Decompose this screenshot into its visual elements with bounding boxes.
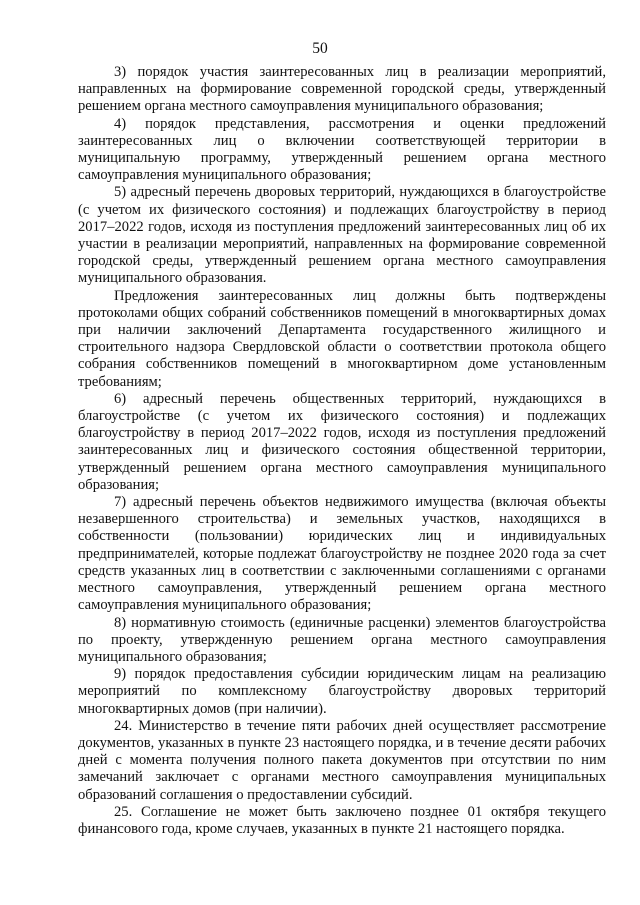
document-body (78, 64, 606, 838)
paragraph-item-9: 9) порядок предоставления субсидии юридическим лицам на реализацию мероприятий по комплексному благоустройству дворовых территорий многоквартирных домов (при наличии). (78, 666, 606, 717)
paragraph-item-6: 6) адресный перечень общественных территорий, нуждающихся в благоустройстве (с учетом их физического состояния) и подлежащих благоустройству в период 2017–2022 годов, исходя из поступления предложений заинтересованных лиц и физического состояния общественной территории, утвержденный решением органа местного самоуправления муниципального образования; (78, 390, 606, 493)
paragraph-item-8: 8) нормативную стоимость (единичные расценки) элементов благоустройства по проекту, утвержденную решением органа местного самоуправления муниципального образования; (78, 614, 606, 665)
paragraph-proposals: Предложения заинтересованных лиц должны быть подтверждены протоколами общих собраний собственников помещений в многоквартирных домах при наличии заключений Департамента государственного жилищного и строительного надзора Свердловской области о соответствии протокола общего собрания собственников помещений в многоквартирном доме установленным требованиям; (78, 287, 606, 390)
paragraph-clause-25: 25. Соглашение не может быть заключено позднее 01 октября текущего финансового года, кроме случаев, указанных в пункте 21 настоящего порядка. (78, 803, 606, 837)
paragraph-item-4: 4) порядок представления, рассмотрения и оценки предложений заинтересованных лиц о включении соответствующей территории в муниципальную программу, утвержденный решением органа местного самоуправления муниципального образования; (78, 115, 606, 184)
page-number: 50 (312, 40, 328, 57)
paragraph-item-5: 5) адресный перечень дворовых территорий, нуждающихся в благоустройстве (с учетом их физического состояния) и подлежащих благоустройству в период 2017–2022 годов, исходя из поступления предложений заинтересованных лиц об их участии в реализации мероприятий, направленных на формирование современной городской среды, утвержденный решением органа местного самоуправления муниципального образования. (78, 184, 606, 287)
paragraph-clause-24: 24. Министерство в течение пяти рабочих дней осуществляет рассмотрение документов, указанных в пункте 23 настоящего порядка, и в течение десяти рабочих дней с момента получения полного пакета документов при отсутствии по ним замечаний заключает с органами местного самоуправления муниципальных образований соглашения о предоставлении субсидий. (78, 717, 606, 803)
paragraph-item-3: 3) порядок участия заинтересованных лиц в реализации мероприятий, направленных на формирование современной городской среды, утвержденный решением органа местного самоуправления муниципального образования; (78, 64, 606, 115)
paragraph-item-7: 7) адресный перечень объектов недвижимого имущества (включая объекты незавершенного строительства) и земельных участков, находящихся в собственности (пользовании) юридических лиц и индивидуальных предпринимателей, которые подлежат благоустройству не позднее 2020 года за счет средств указанных лиц в соответствии с заключенными соглашениями с органами местного самоуправления, утвержденный решением органа местного самоуправления муниципального образования; (78, 494, 606, 614)
